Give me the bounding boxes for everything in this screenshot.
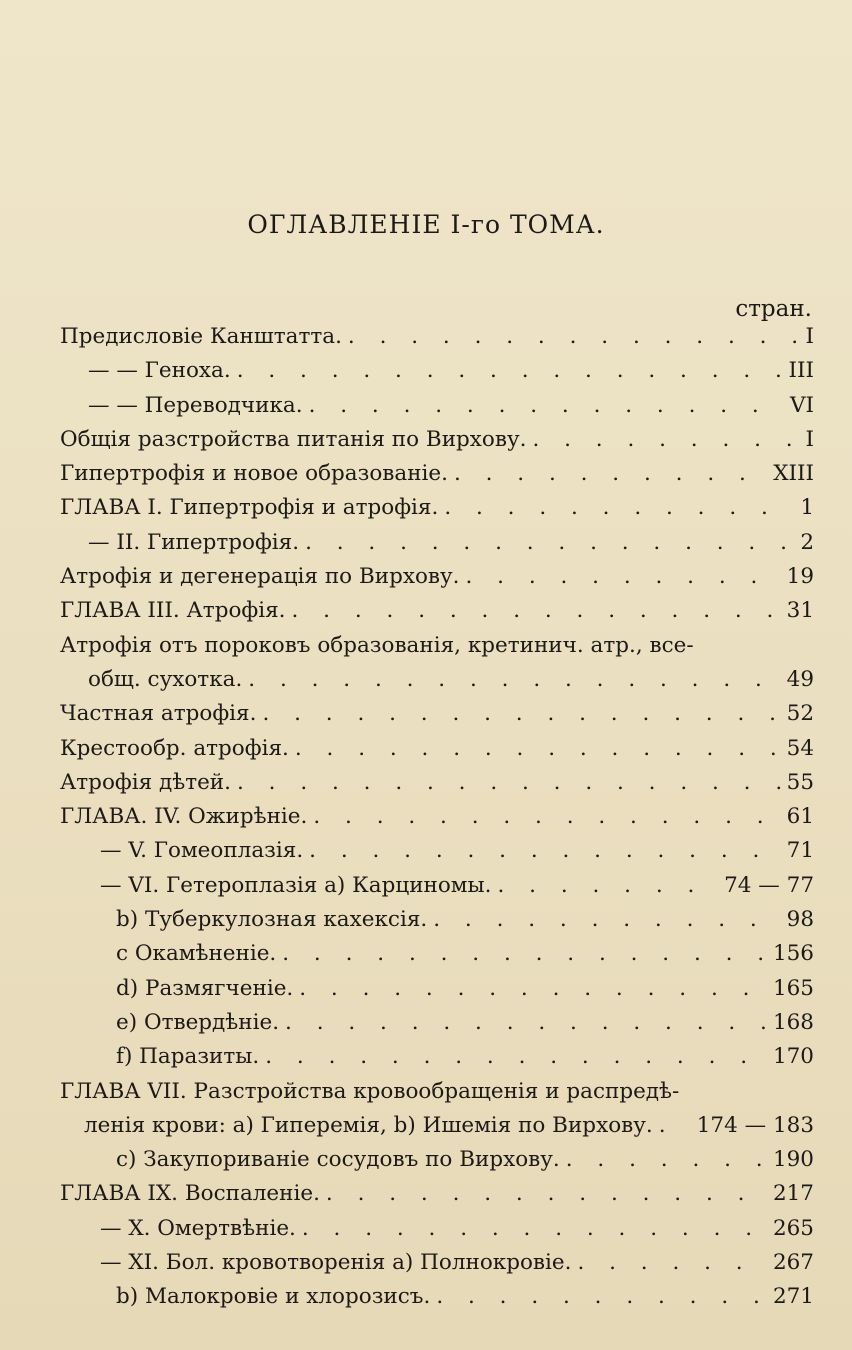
toc-entry	[60, 461, 814, 495]
toc-entry-text: Атрофiя отъ пороковъ образованiя, кретинич. атр., все-	[60, 632, 694, 658]
toc-entry	[60, 1216, 814, 1250]
toc-entry-text: d) Размягченiе.	[116, 975, 294, 1001]
toc-entry	[60, 633, 814, 667]
toc-entry-text: — XI. Бол. кровотворенiя а) Полнокровiе.	[100, 1250, 572, 1276]
page-column-label: стран.	[735, 296, 812, 322]
toc-page-number: 265	[772, 1215, 814, 1241]
toc-entry-text: ГЛАВА III. Атрофiя.	[60, 598, 286, 624]
toc-entry-text: Гипертрофiя и новое образованiе.	[60, 461, 448, 487]
dot-leader	[454, 461, 767, 486]
toc-entry	[60, 907, 814, 941]
toc-entry-text: Крестообр. атрофiя.	[60, 735, 289, 761]
toc-page-number: 54	[786, 735, 814, 761]
toc-page-number: 156	[772, 941, 814, 967]
dot-leader	[433, 907, 780, 932]
toc-entry	[60, 1181, 814, 1215]
dot-leader	[237, 770, 781, 795]
dot-leader	[265, 1044, 767, 1069]
toc-entry-text: ГЛАВА. IV. Ожирѣнiе.	[60, 804, 308, 830]
toc-entry	[60, 976, 814, 1010]
toc-entry-text: Частная атрофiя.	[60, 701, 257, 727]
toc-page-number: 19	[786, 564, 814, 590]
table-of-contents	[60, 324, 814, 1319]
dot-leader	[497, 873, 718, 898]
dot-leader	[237, 358, 783, 383]
toc-entry-text: — V. Гомеоплазiя.	[100, 838, 304, 864]
toc-entry	[60, 1284, 814, 1318]
toc-entry-text: b) Туберкулозная кахексiя.	[116, 907, 428, 933]
toc-entry	[60, 1147, 814, 1181]
toc-entry	[60, 598, 814, 632]
toc-entry	[60, 667, 814, 701]
toc-page-number: 52	[786, 701, 814, 727]
toc-page-number: 61	[786, 804, 814, 830]
toc-entry	[60, 564, 814, 598]
toc-page-number: 55	[786, 769, 814, 795]
toc-page-number: XIII	[773, 461, 814, 487]
dot-leader	[348, 324, 800, 349]
toc-entry-text: общ. сухотка.	[88, 666, 243, 692]
toc-entry-text: ленiя крови: а) Гиперемiя, b) Ишемiя по Вирхову.	[84, 1112, 653, 1138]
toc-page-number: 267	[772, 1250, 814, 1276]
toc-entry	[60, 324, 814, 358]
toc-entry-text: Общiя разстройства питанiя по Вирхову.	[60, 426, 527, 452]
toc-entry	[60, 804, 814, 838]
dot-leader	[309, 393, 784, 418]
dot-leader	[326, 1181, 767, 1206]
dot-leader	[444, 495, 794, 520]
toc-entry-text: ГЛАВА IX. Воспаленiе.	[60, 1181, 320, 1207]
toc-page-number: I	[805, 324, 814, 349]
toc-page-number: 170	[772, 1044, 814, 1070]
dot-leader	[295, 736, 781, 761]
toc-page-number: 31	[786, 598, 814, 624]
toc-entry	[60, 873, 814, 907]
toc-entry	[60, 1250, 814, 1284]
toc-page-number: 271	[772, 1284, 814, 1310]
toc-page-number: VI	[789, 392, 814, 418]
toc-page-number: 217	[772, 1181, 814, 1207]
toc-page-number: 174 — 183	[696, 1112, 814, 1138]
dot-leader	[282, 941, 767, 966]
toc-entry	[60, 1079, 814, 1113]
toc-entry	[60, 1113, 814, 1147]
page-title: ОГЛАВЛЕНIЕ I-го ТОМА.	[247, 210, 605, 239]
toc-entry	[60, 1010, 814, 1044]
dot-leader	[313, 804, 780, 829]
dot-leader	[262, 701, 780, 726]
toc-entry	[60, 770, 814, 804]
toc-page-number: 2	[800, 529, 814, 555]
toc-entry-text: — — Геноха.	[88, 358, 231, 384]
toc-entry-text: ГЛАВА VII. Разстройства кровообращенiя и распредѣ-	[60, 1078, 680, 1104]
toc-entry	[60, 530, 814, 564]
dot-leader	[305, 530, 794, 555]
toc-entry-text: — VI. Гетероплазiя а) Карциномы.	[100, 872, 492, 898]
toc-entry	[60, 358, 814, 392]
toc-entry	[60, 941, 814, 975]
toc-entry	[60, 1044, 814, 1078]
dot-leader	[302, 1216, 767, 1241]
toc-entry	[60, 736, 814, 770]
toc-entry-text: Атрофiя дѣтей.	[60, 769, 231, 795]
dot-leader	[466, 564, 781, 589]
dot-leader	[659, 1113, 691, 1138]
toc-page-number: 98	[786, 907, 814, 933]
toc-entry-text: b) Малокровiе и хлорозисъ.	[116, 1284, 431, 1310]
toc-page-number: 165	[772, 975, 814, 1001]
toc-entry-text: c Окамѣненiе.	[116, 941, 277, 967]
toc-page-number: 49	[786, 666, 814, 692]
toc-entry	[60, 393, 814, 427]
toc-entry	[60, 701, 814, 735]
toc-page-number: 74 — 77	[724, 872, 814, 898]
dot-leader	[309, 838, 780, 863]
dot-leader	[248, 667, 780, 692]
toc-entry	[60, 838, 814, 872]
toc-page-number: 190	[772, 1147, 814, 1173]
toc-page-number: 168	[772, 1009, 814, 1035]
toc-entry-text: f) Паразиты.	[116, 1044, 260, 1070]
toc-page-number: 1	[800, 495, 814, 521]
toc-entry-text: c) Закупориванiе сосудовъ по Вирхову.	[116, 1147, 560, 1173]
toc-entry	[60, 495, 814, 529]
dot-leader	[577, 1250, 767, 1275]
toc-entry-text: Атрофiя и дегенерацiя по Вирхову.	[60, 564, 460, 590]
dot-leader	[566, 1147, 767, 1172]
toc-entry-text: ГЛАВА I. Гипертрофiя и атрофiя.	[60, 495, 439, 521]
dot-leader	[532, 427, 799, 452]
toc-entry-text: — — Переводчика.	[88, 392, 303, 418]
dot-leader	[436, 1284, 767, 1309]
toc-page-number: 71	[786, 838, 814, 864]
toc-entry-text: Предисловiе Канштатта.	[60, 324, 342, 349]
toc-entry-text: e) Отвердѣнiе.	[116, 1009, 280, 1035]
toc-entry-text: — X. Омертвѣнiе.	[100, 1215, 296, 1241]
dot-leader	[285, 1010, 767, 1035]
dot-leader	[299, 976, 767, 1001]
toc-page-number: I	[805, 426, 814, 452]
toc-entry-text: — II. Гипертрофiя.	[88, 529, 300, 555]
dot-leader	[292, 598, 781, 623]
toc-page-number: III	[788, 358, 814, 384]
toc-entry	[60, 427, 814, 461]
